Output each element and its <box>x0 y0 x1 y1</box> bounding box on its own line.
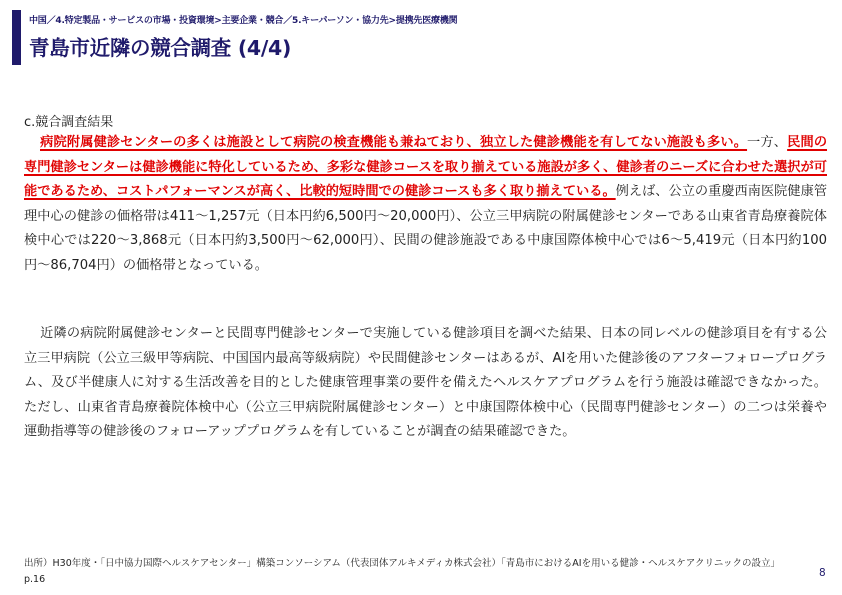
section-heading: c.競合調査結果 <box>24 115 114 130</box>
page-number: 8 <box>819 567 826 579</box>
source-note: 出所）H30年度・「日中協力国際ヘルスケアセンター」構築コンソーシアム（代表団体アルキメディカ株式会社）「青島市におけるAIを用いる健診・ヘルスケアクリニックの設立」p.16 <box>24 558 780 585</box>
paragraph-1 <box>24 131 827 278</box>
connector-text: 一方、 <box>747 135 788 150</box>
page-title: 青島市近隣の競合調査 (4/4) <box>29 36 292 60</box>
paragraph-2-text: 近隣の病院附属健診センターと民間専門健診センターで実施している健診項目を調べた結果、日本の同レベルの健診項目を有する公立三甲病院（公立三級甲等病院、中国国内最高等級病院）や民間健診センターはあるが、AIを用いた健診後のアフターフォロープログラム、及び半健康人に対する生活改善を目的とした健康管理事業の要件を備えたヘルスケアプログラムを行う施設は確認できなかった。ただし、山東省青島療養院体検中心（公立三甲病院附属健診センター）と中康国際体検中心（民間専門健診センター）の二つは栄養や運動指導等の健診後のフォローアッププログラムを有していることが調査の結果確認できた。 <box>24 326 827 439</box>
title-accent-bar <box>12 10 21 65</box>
price-range-text: 例えば、公立の重慶西南医院健康管理中心の健診の価格帯は411～1,257元（日本円約6,500円～20,000円）、公立三甲病院の附属健診センターである山東省青島療養院体検中心では220～3,868元（日本円約3,500円～62,000円）、民間の健診施設である中康国際体検中心では6～5,419元（日本円約100円～86,704円）の価格帯となっている。 <box>24 184 828 273</box>
breadcrumb: 中国／4.特定製品・サービスの市場・投資環境>主要企業・競合／5.キーパーソン・協力先>提携先医療機関 <box>29 16 458 26</box>
paragraph-2 <box>24 322 827 445</box>
highlight-private-centers: 民間の専門健診センターは健診機能に特化しているため、多彩な健診コースを取り揃えている施設が多く、健診者のニーズに合わせた選択が可能であるため、コストパフォーマンスが高く、比較的短時間での健診コースも多く取り揃えている。 <box>24 135 828 199</box>
highlight-hospital-centers: 病院附属健診センターの多くは施設として病院の検査機能も兼ねており、独立した健診機能を有してない施設も多い。 <box>40 135 748 150</box>
